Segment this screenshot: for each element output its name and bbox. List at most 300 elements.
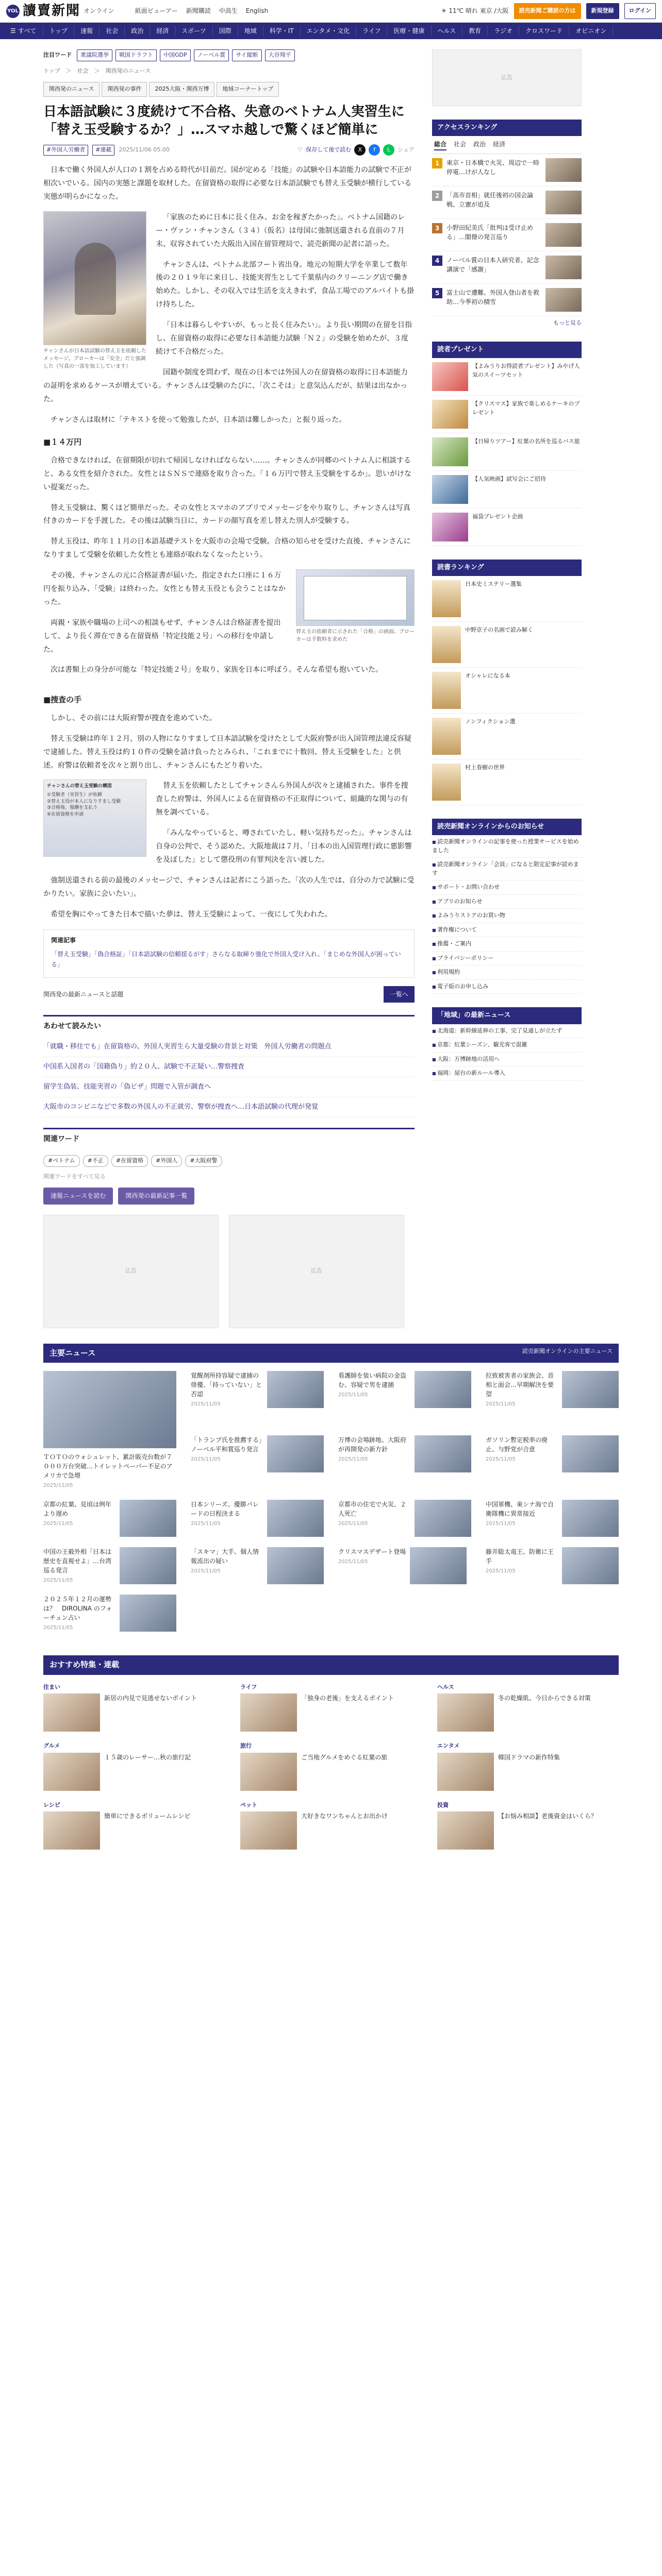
ranking-title: 「高市首相」就任後初の国会論戦、立憲が追及 bbox=[446, 192, 534, 209]
top-links bbox=[135, 6, 268, 16]
nav-item-education[interactable]: 教育 bbox=[462, 26, 488, 36]
diagram-line: ①受験者（実習生）が依頼 bbox=[47, 792, 103, 798]
ranking-thumbnail bbox=[545, 223, 582, 247]
hotword-tag[interactable]: 中国GDP bbox=[160, 49, 191, 61]
info-link[interactable]: ■ 著作権について bbox=[432, 923, 582, 938]
keywords-heading: 関連ワード bbox=[43, 1128, 415, 1150]
news-title: 藤井聡太竜王、防衛に王手 bbox=[486, 1548, 554, 1565]
news-card[interactable] bbox=[191, 1547, 324, 1584]
ranking-item[interactable] bbox=[432, 251, 582, 284]
book-item[interactable] bbox=[432, 714, 582, 759]
feature-thumbnail bbox=[240, 1811, 297, 1850]
feature-category: エンタメ bbox=[437, 1742, 460, 1750]
ad-slot[interactable]: 広告 bbox=[43, 1215, 219, 1328]
news-time: 2025/11/05 bbox=[486, 1568, 516, 1574]
news-time: 2025/11/05 bbox=[191, 1401, 221, 1408]
ranking-item[interactable] bbox=[432, 284, 582, 316]
news-title: 中国軍機、東シナ海で自衛隊機に異常接近 bbox=[486, 1501, 554, 1518]
nav-item-opinion[interactable]: オピニオン bbox=[569, 26, 613, 36]
feature-category: 住まい bbox=[43, 1683, 60, 1690]
rank-number-2: 2 bbox=[432, 191, 442, 201]
news-time: 2025/11/05 bbox=[191, 1456, 221, 1463]
login-button[interactable]: ログイン bbox=[624, 3, 656, 19]
news-thumbnail bbox=[267, 1547, 324, 1584]
hotword-tag[interactable]: 戦国ドラフト bbox=[115, 49, 157, 61]
news-thumbnail bbox=[43, 1371, 176, 1448]
news-card[interactable] bbox=[43, 1500, 176, 1537]
ranking-tabs bbox=[432, 136, 582, 154]
top-link-subscribe[interactable]: 新聞購読 bbox=[186, 7, 211, 15]
nav-item-crossword[interactable]: クロスワード bbox=[519, 26, 569, 36]
info-link[interactable]: ■ 電子版のお申し込み bbox=[432, 980, 582, 994]
region-box bbox=[432, 1007, 582, 1080]
gift-title: 福袋プレゼント企画 bbox=[472, 513, 523, 520]
book-title: オシャレになる本 bbox=[465, 672, 510, 680]
feature-title: 簡単にできるボリュームレシピ bbox=[104, 1812, 191, 1820]
ranking-box bbox=[432, 120, 582, 328]
osusume-title: おすすめ特集・連載 bbox=[49, 1660, 120, 1670]
feature-card[interactable] bbox=[437, 1683, 619, 1732]
news-card[interactable] bbox=[191, 1500, 324, 1537]
hotwords-label: 注目ワード bbox=[43, 52, 72, 58]
more-news-box bbox=[43, 986, 415, 1003]
article-figure-2[interactable] bbox=[296, 569, 415, 643]
feature-thumbnail bbox=[43, 1811, 100, 1850]
hotword-tag[interactable]: 衆議院選挙 bbox=[77, 49, 112, 61]
feature-card[interactable] bbox=[43, 1742, 225, 1791]
feature-card[interactable] bbox=[240, 1683, 422, 1732]
feature-title: 新居の内見で見逃せないポイント bbox=[104, 1694, 197, 1702]
diagram-line: ③合格後、報酬を支払う bbox=[47, 805, 98, 811]
gift-title: 【クリスマス】家族で楽しめるケーキのプレゼント bbox=[472, 400, 580, 416]
main-news-heading bbox=[43, 1344, 619, 1363]
figure-2-caption: 替え玉の依頼者に示された「合格」の画面。ブローカーは手数料を求めた bbox=[296, 629, 415, 643]
gift-thumbnail bbox=[432, 362, 468, 391]
info-link[interactable]: ■ 読売新聞オンラインの記事を使った授業サービスを始めました bbox=[432, 835, 582, 858]
related-article-link[interactable]: 「替え玉受験」「偽合格証」「日本語試験の信頼揺るがす」さらなる取締り強化で外国人受け入れ、「まじめな外国人が困っている」 bbox=[51, 950, 401, 969]
article-figure-3[interactable] bbox=[43, 779, 146, 857]
keyword-tags bbox=[43, 1155, 415, 1167]
hotwords-bar bbox=[43, 49, 415, 61]
series-tab-region[interactable]: 地域コーナートップ bbox=[217, 82, 279, 97]
info-link[interactable]: ■ プライバシーポリシー bbox=[432, 952, 582, 966]
bookmark-icon[interactable]: ♡ bbox=[297, 146, 303, 153]
book-title: 村上春樹の世界 bbox=[465, 764, 505, 771]
article-tag-badge[interactable]: #外国人労働者 bbox=[43, 145, 88, 156]
save-later-button[interactable]: 保存して後で読む bbox=[306, 146, 352, 153]
book-cover bbox=[432, 672, 461, 709]
recommend-link[interactable]: 大阪市のコンビニなどで多数の外国人の不正就労、警察が捜査へ…日本語試験の代理が発覚 bbox=[43, 1097, 415, 1117]
news-time: 2025/11/05 bbox=[43, 1578, 73, 1584]
ranking-title: 東京・日本橋で火災、周辺で一時停電…けが人なし bbox=[446, 159, 540, 176]
ranking-thumbnail bbox=[545, 191, 582, 214]
info-box bbox=[432, 819, 582, 994]
feature-title: 大好きなワンちゃんとお出かけ bbox=[301, 1812, 388, 1820]
news-thumbnail bbox=[410, 1547, 467, 1584]
nav-item-world[interactable]: 国際 bbox=[213, 26, 238, 36]
phone-screenshot-image bbox=[43, 211, 146, 345]
related-articles-label: 関連記事 bbox=[51, 937, 76, 944]
feature-card[interactable] bbox=[43, 1683, 225, 1732]
ranking-tab-economy[interactable]: 経済 bbox=[493, 141, 506, 148]
books-heading: 読書ランキング bbox=[432, 560, 582, 576]
info-link[interactable]: ■ 推薦・ご案内 bbox=[432, 937, 582, 952]
info-link[interactable]: ■ よみうりストアのお買い物 bbox=[432, 909, 582, 923]
share-bar bbox=[297, 144, 415, 156]
feature-card[interactable] bbox=[43, 1801, 225, 1850]
feature-title: 冬の乾燥肌、今日からできる対策 bbox=[498, 1694, 591, 1702]
news-title: 京都市の住宅で火災、２人死亡 bbox=[338, 1501, 407, 1518]
series-tab-kansai[interactable]: 関西発のニュース bbox=[43, 82, 100, 97]
nav-item-economy[interactable]: 経済 bbox=[150, 26, 175, 36]
ranking-heading: アクセスランキング bbox=[432, 120, 582, 136]
nav-item-medical[interactable]: 医療・健康 bbox=[387, 26, 431, 36]
more-news-label: 関西発の最新ニュースと話題 bbox=[43, 990, 124, 998]
news-title: 万博の会場跡地、大阪府が再開発の新方針 bbox=[338, 1436, 407, 1453]
gift-thumbnail bbox=[432, 400, 468, 429]
rank-number-4: 4 bbox=[432, 256, 442, 266]
news-time: 2025/11/05 bbox=[191, 1521, 221, 1527]
breaking-news-button[interactable]: 速報ニュースを読む bbox=[43, 1188, 113, 1204]
hotword-tag[interactable]: ノーベル賞 bbox=[194, 49, 229, 61]
info-heading: 読売新聞オンラインからのお知らせ bbox=[432, 819, 582, 835]
ranking-item[interactable] bbox=[432, 154, 582, 187]
news-thumbnail bbox=[415, 1371, 471, 1408]
region-heading: 「地域」の最新ニュース bbox=[432, 1007, 582, 1024]
news-card[interactable] bbox=[338, 1547, 471, 1584]
recommend-link[interactable]: 留学生偽装、技能実習の「偽ビザ」問題で入管が調査へ bbox=[43, 1077, 415, 1097]
article-paragraph: チャンさんは、ベトナム北部フート省出身。地元の短期大学を卒業して数年後の２０１９年に来日し、技能実習生として千葉県内のクリーニング店で働き始めた。しかし、その収入では生活を支えきれず、食品工場でのアルバイトも掛け持ちした。 bbox=[156, 260, 415, 309]
ranking-title: 小野田紀美氏「批判は受け止める」…閣僚の発言巡り bbox=[446, 224, 534, 241]
news-title: ＴＯＴＯのウォシュレット、累計販売台数が７０００万台突破…トイレットペーパー不足のアメリカで急増 bbox=[43, 1453, 173, 1480]
news-card[interactable] bbox=[486, 1500, 619, 1537]
pill-buttons bbox=[43, 1188, 415, 1204]
gift-item[interactable] bbox=[432, 358, 582, 396]
facebook-share-icon[interactable]: f bbox=[369, 144, 380, 156]
feature-title: 「独身の老後」を支えるポイント bbox=[301, 1694, 394, 1702]
books-box bbox=[432, 560, 582, 805]
ad-slot[interactable]: 広告 bbox=[229, 1215, 404, 1328]
related-articles-box bbox=[43, 929, 415, 977]
article-paragraph: しかし、その前には大阪府警が捜査を進めていた。 bbox=[51, 714, 217, 722]
article-paragraph: 国籍や制度を問わず、現在の日本では外国人の在留資格の取得に日本語能力の証明を求めるケースが増えている。チャンさんは受験のたびに、「次こそは」と意気込んだが、結果は出なかった。 bbox=[43, 368, 408, 403]
region-link[interactable]: ■ 京都：紅葉シーズン、観光客で混雑 bbox=[432, 1038, 582, 1053]
nav-item-society[interactable]: 社会 bbox=[100, 26, 125, 36]
nav-item-sports[interactable]: スポーツ bbox=[175, 26, 213, 36]
article-subheading-1: ■１４万円 bbox=[43, 437, 82, 447]
ranking-thumbnail bbox=[545, 288, 582, 312]
news-title: 看護師を装い病院の金盗む、容疑で男を逮捕 bbox=[338, 1372, 407, 1389]
feature-thumbnail bbox=[437, 1811, 494, 1850]
weather-text: 11℃ 晴れ 東京 /大阪 bbox=[449, 7, 509, 15]
osusume-section bbox=[0, 1655, 662, 1858]
nav-item-radio[interactable]: ラジオ bbox=[488, 26, 519, 36]
info-link[interactable]: ■ 利用規約 bbox=[432, 965, 582, 980]
diagram-image bbox=[43, 779, 146, 857]
keywords-all-link[interactable]: 関連ワードをすべて見る bbox=[43, 1173, 106, 1180]
recommend-link[interactable]: 「就職・移住でも」在留資格の、外国人実習生ら大量受験の背景と対策 外国人労働者の問題点 bbox=[43, 1037, 415, 1057]
gift-thumbnail bbox=[432, 513, 468, 541]
feature-category: ペット bbox=[240, 1801, 257, 1808]
news-time: 2025/11/05 bbox=[486, 1401, 516, 1408]
gift-box bbox=[432, 342, 582, 546]
news-thumbnail bbox=[267, 1435, 324, 1472]
rank-number-3: 3 bbox=[432, 223, 442, 233]
rank-number-5: 5 bbox=[432, 288, 442, 298]
site-logo-sub: オンライン bbox=[84, 7, 114, 15]
recommend-list bbox=[43, 1037, 415, 1117]
figure-1-caption: チャンさんが日本語試験の替え玉を依頼したメッセージ。ブローカーは「安全」だと強調した（写真の一部を加工しています） bbox=[43, 348, 146, 369]
ranking-tab-politics[interactable]: 政治 bbox=[473, 141, 486, 148]
article-headline: 日本語試験に３度続けて不合格、失意のベトナム人実習生に「替え玉受験するか？」…スマホ越しで驚くほど簡単に bbox=[43, 104, 405, 138]
news-card[interactable] bbox=[338, 1371, 471, 1425]
gift-heading: 読者プレゼント bbox=[432, 342, 582, 358]
news-title: 「スキマ」大手、個人情報流出の疑い bbox=[191, 1548, 259, 1565]
news-title: 京都の紅葉、見頃は例年より遅め bbox=[43, 1501, 112, 1518]
nav-item-top[interactable]: トップ bbox=[43, 26, 75, 36]
news-card[interactable] bbox=[338, 1500, 471, 1537]
breadcrumb[interactable]: トップ ＞ 社会 ＞ 関西発のニュース bbox=[43, 67, 151, 74]
feature-card[interactable] bbox=[437, 1801, 619, 1850]
feature-category: ライフ bbox=[240, 1683, 257, 1690]
ranking-thumbnail bbox=[545, 256, 582, 279]
feature-thumbnail bbox=[240, 1753, 297, 1791]
feature-card[interactable] bbox=[240, 1742, 422, 1791]
book-cover bbox=[432, 718, 461, 755]
certificate-image bbox=[296, 569, 415, 626]
gift-thumbnail bbox=[432, 475, 468, 504]
news-thumbnail bbox=[562, 1371, 619, 1408]
top-right bbox=[441, 3, 656, 19]
diagram-line: ④在留資格を申請 bbox=[47, 811, 84, 817]
gift-thumbnail bbox=[432, 437, 468, 466]
keyword-tag[interactable]: #外国人 bbox=[151, 1155, 182, 1167]
news-thumbnail bbox=[267, 1500, 324, 1537]
nav-item-breaking[interactable]: 速報 bbox=[74, 26, 100, 36]
news-time: 2025/11/05 bbox=[338, 1392, 368, 1398]
gift-title: 【日帰りツアー】紅葉の名所を巡るバス旅 bbox=[472, 438, 580, 445]
book-item[interactable] bbox=[432, 576, 582, 622]
series-tab-expo[interactable]: 2025大阪・関西万博 bbox=[149, 82, 214, 97]
weather-widget[interactable] bbox=[441, 6, 509, 16]
hotword-tag[interactable]: 大谷翔平 bbox=[265, 49, 295, 61]
article-paragraph: 強制送還される前の最後のメッセージで、チャンさんは記者にこう語った。「次の人生では、自分の力で試験に受かりたい。家族に会いたい」。 bbox=[43, 876, 415, 898]
nav-item-entertainment[interactable]: エンタメ・文化 bbox=[301, 26, 357, 36]
main-news-sub: 読売新聞オンラインの主要ニュース bbox=[522, 1347, 613, 1354]
news-card[interactable] bbox=[338, 1435, 471, 1489]
nav-item-life[interactable]: ライフ bbox=[356, 26, 387, 36]
logo-mark-icon[interactable]: YOL bbox=[6, 5, 20, 18]
article-paragraph: 両親・家族や職場の上司への相談もせず、チャンさんは合格証書を提出して、より長く滞在できる在留資格「特定技能２号」への移行を申請した。 bbox=[43, 618, 281, 654]
feature-category: 旅行 bbox=[240, 1742, 252, 1750]
gift-item[interactable] bbox=[432, 396, 582, 433]
sun-icon: ☀ bbox=[441, 7, 447, 15]
ranking-thumbnail bbox=[545, 158, 582, 182]
news-card[interactable] bbox=[486, 1371, 619, 1425]
keyword-tag[interactable]: #不正 bbox=[83, 1155, 108, 1167]
news-card[interactable] bbox=[43, 1547, 176, 1584]
register-button[interactable]: 新規登録 bbox=[586, 3, 619, 19]
kansai-latest-button[interactable]: 関西発の最新記事一覧 bbox=[118, 1188, 194, 1204]
article-paragraph: 替え玉役は、昨年１１月の日本語基礎テストを大阪市の会場で受験。合格の知らせを受けた直後、チャンさんになりすまして受験を依頼した女性とも連絡が取れなくなったという。 bbox=[43, 537, 411, 560]
nav-menu-button[interactable] bbox=[4, 26, 43, 36]
news-time: 2025/11/05 bbox=[43, 1625, 73, 1631]
gift-item[interactable] bbox=[432, 471, 582, 509]
nav-menu-label: すべて bbox=[18, 27, 37, 35]
info-link[interactable]: ■ サポート・お問い合わせ bbox=[432, 880, 582, 895]
subscriber-button[interactable]: 読売新聞ご購読の方は bbox=[514, 3, 581, 19]
feature-thumbnail bbox=[437, 1693, 494, 1732]
news-time: 2025/11/05 bbox=[43, 1521, 73, 1527]
gift-title: 【人気映画】試写会にご招待 bbox=[472, 476, 546, 483]
main-news-section bbox=[0, 1344, 662, 1640]
article-date: 2025/11/06 05:00 bbox=[119, 146, 170, 153]
x-share-icon[interactable]: X bbox=[354, 144, 366, 156]
feature-card[interactable] bbox=[437, 1742, 619, 1791]
ranking-tab-society[interactable]: 社会 bbox=[454, 141, 467, 148]
news-title: ２０２５年１２月の運勢は？ DIROLINA のフォーチュン占い bbox=[43, 1596, 112, 1622]
article-paragraph: 合格できなければ、在留期限が切れて帰国しなければならない……。チャンさんが同郷のベトナム人に相談すると、ある女性を紹介された。女性とはＳＮＳで連絡を取り合った。「１６万円で替え玉受験をするか」。思いがけない提案だった。 bbox=[43, 456, 411, 492]
article-paragraph: その後、チャンさんの元に合格証書が届いた。指定された口座に１６万円を振り込み、「受験」は終わった。女性とも替え玉役とも会うことはなかった。 bbox=[43, 571, 286, 606]
news-title: ガソリン暫定税率の廃止、与野党が合意 bbox=[486, 1436, 548, 1453]
article-paragraph: 替え玉を依頼したとしてチャンさんら外国人が次々と逮捕された。事件を捜査した府警は、外国人による在留資格の不正取得について、組織的な関与の有無を調べている。 bbox=[156, 782, 408, 817]
news-thumbnail bbox=[267, 1371, 324, 1408]
hotword-tag[interactable]: サイ縦断 bbox=[232, 49, 261, 61]
ranking-item[interactable] bbox=[432, 219, 582, 251]
recommend-link[interactable]: 中国系入国者の「国籍偽り」約２０人、試験で不正疑い…警察捜査 bbox=[43, 1057, 415, 1077]
news-thumbnail bbox=[415, 1500, 471, 1537]
gift-item[interactable] bbox=[432, 433, 582, 471]
keyword-tag[interactable]: #ベトナム bbox=[43, 1155, 80, 1167]
feature-thumbnail bbox=[43, 1693, 100, 1732]
news-thumbnail bbox=[562, 1435, 619, 1472]
nav-item-science[interactable]: 科学・IT bbox=[263, 26, 301, 36]
feature-category: ヘルス bbox=[437, 1683, 454, 1690]
book-item[interactable] bbox=[432, 668, 582, 714]
article-paragraph: チャンさんは取材に「テキストを使って勉強したが、日本語は難しかった」と振り返った。 bbox=[51, 415, 346, 424]
book-cover bbox=[432, 580, 461, 617]
osusume-heading bbox=[43, 1655, 619, 1675]
news-title: 「トランプ氏を推薦する」ノーベル平和賞巡り発言 bbox=[191, 1436, 262, 1453]
feature-thumbnail bbox=[437, 1753, 494, 1791]
news-title: クリスマスデザート登場 bbox=[338, 1548, 406, 1556]
article-meta bbox=[43, 144, 415, 156]
main-news-title: 主要ニュース bbox=[49, 1348, 96, 1358]
nav-item-politics[interactable]: 政治 bbox=[125, 26, 150, 36]
article-paragraph: 替え玉受験は、驚くほど簡単だった。その女性とスマホのアプリでメッセージをやり取りし、チャンさんは写真付きのカードを手渡した。その後は試験当日に、カードの顔写真を差し替えた別人が受験する。 bbox=[43, 503, 410, 526]
news-thumbnail bbox=[120, 1500, 176, 1537]
news-time: 2025/11/05 bbox=[338, 1521, 368, 1527]
top-link-students[interactable]: 中高生 bbox=[219, 7, 238, 15]
article-series-badge[interactable]: #連載 bbox=[92, 145, 114, 156]
info-link[interactable]: ■ 読売新聞オンライン「会員」になると限定記事が読めます bbox=[432, 858, 582, 880]
news-thumbnail bbox=[562, 1547, 619, 1584]
gift-item[interactable] bbox=[432, 509, 582, 546]
line-share-icon[interactable]: L bbox=[383, 144, 394, 156]
news-title: 拉致被害者の家族会、首相と面会…早期解決を要望 bbox=[486, 1372, 554, 1398]
feature-card[interactable] bbox=[240, 1801, 422, 1850]
book-item[interactable] bbox=[432, 759, 582, 805]
ranking-title: 富士山で遭難、外国人登山者を救助…今季初の積雪 bbox=[446, 289, 540, 306]
feature-title: １５歳のレーサー…秋の旅行記 bbox=[104, 1753, 191, 1761]
news-thumbnail bbox=[415, 1435, 471, 1472]
gift-title: 【よみうりお得読者プレゼント】みやげ人気のスイーツセット bbox=[472, 363, 580, 378]
article-figure-1[interactable] bbox=[43, 211, 146, 370]
sidebar-ad[interactable]: 広告 bbox=[432, 49, 582, 106]
news-title: 中国の王毅外相「日本は歴史を直視せよ」…台湾巡る発言 bbox=[43, 1548, 112, 1574]
news-card[interactable] bbox=[191, 1371, 324, 1425]
book-cover bbox=[432, 626, 461, 663]
article-paragraph: 「家族のために日本に長く住み、お金を稼ぎたかった」。ベトナム国籍のレー・ヴァン・チャンさん（３４）（仮名）は母国に強制送還される直前の７月末、収容されていた大阪出入国在留管理局で、読売新聞の記者に語った。 bbox=[156, 213, 405, 248]
book-title: 中野京子の名画で読み解く bbox=[465, 626, 533, 634]
book-title: 日本史ミステリー選集 bbox=[465, 581, 522, 588]
site-logo[interactable]: 讀賣新聞 bbox=[23, 3, 81, 19]
news-card[interactable] bbox=[191, 1435, 324, 1489]
more-news-button[interactable]: 一覧へ bbox=[384, 986, 415, 1003]
news-time: 2025/11/05 bbox=[486, 1456, 516, 1463]
region-link[interactable]: ■ 北海道：新幹線延伸の工事、完了見通しが立たず bbox=[432, 1024, 582, 1039]
top-link-viewer[interactable]: 紙面ビューアー bbox=[135, 7, 178, 15]
article-paragraph: 希望を胸にやってきた日本で描いた夢は、替え玉受験によって、一夜にして失われた。 bbox=[51, 910, 332, 919]
sidebar bbox=[432, 49, 582, 1328]
recommend-heading: あわせて読みたい bbox=[43, 1015, 415, 1037]
feature-thumbnail bbox=[240, 1693, 297, 1732]
ranking-more-link[interactable]: もっと見る bbox=[553, 319, 582, 327]
nav-item-local[interactable]: 地域 bbox=[238, 26, 263, 36]
top-link-english[interactable]: English bbox=[245, 7, 269, 15]
feature-title: ご当地グルメをめぐる紅葉の旅 bbox=[301, 1753, 388, 1761]
content-area bbox=[0, 39, 662, 1328]
main-nav bbox=[0, 23, 662, 39]
news-card[interactable] bbox=[43, 1371, 176, 1489]
news-time: 2025/11/05 bbox=[338, 1456, 368, 1463]
top-bar bbox=[0, 0, 662, 23]
book-item[interactable] bbox=[432, 622, 582, 668]
article-body bbox=[43, 164, 415, 1003]
rank-number-1: 1 bbox=[432, 158, 442, 168]
news-card[interactable] bbox=[486, 1547, 619, 1584]
share-label[interactable]: シェア bbox=[398, 146, 415, 153]
region-link[interactable]: ■ 大阪：万博跡地の活用へ bbox=[432, 1053, 582, 1067]
article-subheading-2: ■捜査の手 bbox=[43, 695, 82, 705]
feature-title: 【お悩み相談】老後資金はいくら？ bbox=[498, 1812, 598, 1820]
news-card[interactable] bbox=[43, 1595, 176, 1632]
article-lead: 日本で働く外国人が人口の１割を占める時代が目前だ。国が定める「技能」の試験や日本語能力の試験で不正が相次いでいる。国内の実態と課題を取材した。在留資格の取得に必要な日本語試験でも替え玉受験が横行している実態が明らかになった。 bbox=[43, 166, 411, 201]
article-paragraph: 次は書類上の身分が可能な「特定技能２号」を取り、家族を日本に呼ぼう。そんな希望も抱いていた。 bbox=[51, 666, 383, 674]
ranking-tab-all[interactable]: 総合 bbox=[434, 139, 446, 150]
news-card[interactable] bbox=[486, 1435, 619, 1489]
osusume-grid bbox=[43, 1675, 619, 1858]
news-time: 2025/11/05 bbox=[43, 1483, 73, 1489]
news-title: 覚醒剤所持容疑で逮捕の俳優、「持っていない」と否認 bbox=[191, 1372, 262, 1398]
keyword-tag[interactable]: #大阪府警 bbox=[185, 1155, 222, 1167]
book-title: ノンフィクション選 bbox=[465, 718, 516, 725]
info-link[interactable]: ■ アプリのお知らせ bbox=[432, 895, 582, 909]
hamburger-icon: ☰ bbox=[10, 27, 16, 35]
nav-item-health[interactable]: ヘルス bbox=[432, 26, 463, 36]
book-cover bbox=[432, 764, 461, 801]
feature-category: グルメ bbox=[43, 1742, 60, 1750]
article-paragraph: 替え玉受験は昨年１２月、別の人物になりすまして日本語試験を受けたとして大阪府警が出入国管理法違反容疑で逮捕した。替え玉役は約１０件の受験を請け負ったとみられ、「これまでに十数回、替え玉受験をした」と供述。府警は依頼者を次々と割り出し、チャンさんにもたどり着いた。 bbox=[43, 734, 411, 770]
ranking-title: ノーベル賞の日本人研究者、記念講演で「感謝」 bbox=[446, 257, 539, 274]
keyword-tag[interactable]: #在留資格 bbox=[111, 1155, 148, 1167]
region-link[interactable]: ■ 福岡：屋台の新ルール導入 bbox=[432, 1066, 582, 1081]
feature-thumbnail bbox=[43, 1753, 100, 1791]
news-thumbnail bbox=[120, 1547, 176, 1584]
ranking-item[interactable] bbox=[432, 187, 582, 219]
feature-title: 韓国ドラマの新作特集 bbox=[498, 1753, 560, 1761]
series-tab-incidents[interactable]: 関西発の事件 bbox=[102, 82, 147, 97]
